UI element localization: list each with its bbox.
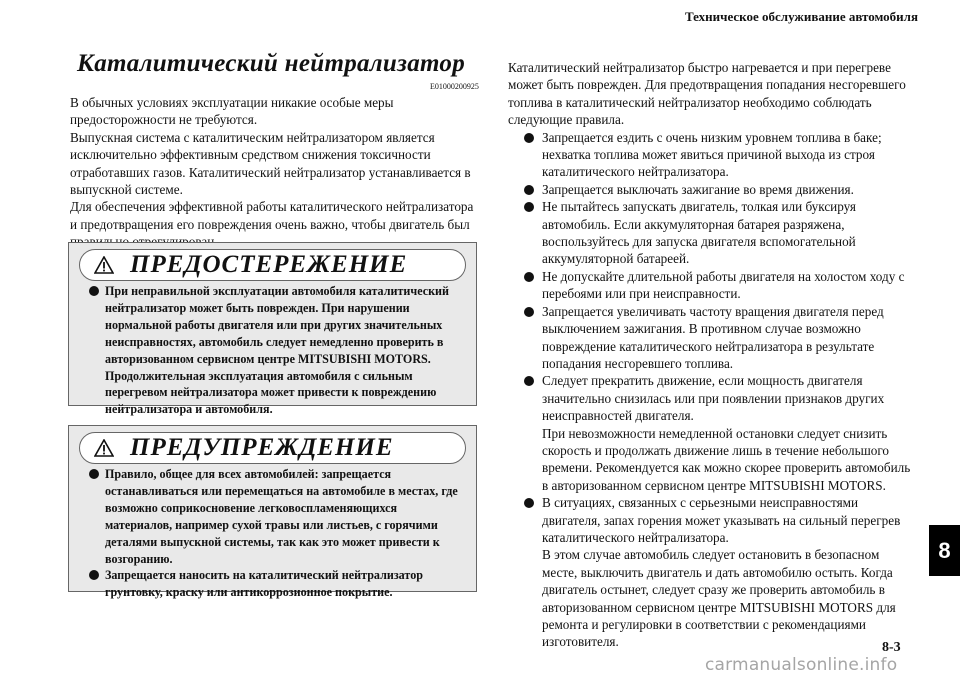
section-code: E01000200925 (430, 82, 479, 91)
caution-title: ПРЕДОСТЕРЕЖЕНИЕ (130, 251, 408, 278)
bullet-icon (524, 202, 534, 212)
bullet-icon (89, 286, 99, 296)
paragraph: Выпускная система с каталитическим нейтрализатором является исключительно эффективным средством снижения токсичности отработавших газов. Каталитический нейтрализатор устанавливается в выпускной системе. (70, 129, 471, 198)
rules-list (508, 129, 913, 651)
caution-body (89, 283, 464, 418)
bullet-icon (524, 185, 534, 195)
warning-title: ПРЕДУПРЕЖДЕНИЕ (130, 434, 394, 461)
rule-text: Не допускайте длительной работы двигателя на холостом ходу с перебоями или при неисправности. (542, 268, 905, 302)
rule-extra-text: В этом случае автомобиль следует остановить в безопасном месте, выключить двигатель и дать автомобилю остыть. Когда двигатель остынет, следует сразу же проверить автомобиль в авторизованном сервисном центре MITSUBISHI MOTORS для ремонта и регулировки в соответствии с рекомендациями изготовителя. (542, 547, 896, 650)
rule-item (508, 198, 913, 268)
warning-triangle-icon (94, 439, 114, 457)
warning-item (89, 567, 464, 601)
warning-item (89, 466, 464, 567)
bullet-icon (524, 498, 534, 508)
warning-item-text: Правило, общее для всех автомобилей: запрещается останавливаться или перемещаться на автомобиле в местах, где возможно соприкосновение легковоспламеняющихся материалов, например сухой травы или листьев, с горячими деталями выпускной системы, так как это может привести к возгоранию. (105, 467, 458, 566)
watermark: carmanualsonline.info (705, 655, 898, 675)
rule-text: В ситуациях, связанных с серьезными неисправностями двигателя, запах горения может указывать на сильный перегрев каталитического нейтрализатора. (542, 495, 901, 545)
bullet-icon (524, 376, 534, 386)
bullet-icon (524, 307, 534, 317)
caution-item-text: При неправильной эксплуатации автомобиля каталитический нейтрализатор может быть поврежден. При нарушении нормальной работы двигателя или при других значительных неисправностях, автомобиль следует немедленно проверить в авторизованном сервисном центре MITSUBISHI MOTORS. Продолжительная эксплуатация автомобиля с сильным перегревом нейтрализатора может привести к повреждению нейтрализатора и автомобиля. (105, 284, 449, 417)
chapter-tab: 8 (929, 525, 960, 576)
rule-text: Запрещается выключать зажигание во время движения. (542, 181, 854, 197)
section-title: Каталитический нейтрализатор (76, 50, 466, 77)
warning-triangle-icon (94, 256, 114, 274)
rule-text: Следует прекратить движение, если мощность двигателя значительно снизилась или при появлении признаков других неисправностей двигателя. (542, 373, 885, 424)
paragraph: В обычных условиях эксплуатации никакие особые меры предосторожности не требуются. (70, 95, 394, 128)
left-intro-text (70, 94, 475, 251)
rule-item (508, 494, 913, 651)
paragraph: Для обеспечения эффективной работы каталитического нейтрализатора и предотвращения его повреждения очень важно, чтобы двигатель был (70, 199, 474, 232)
rule-extra-text: При невозможности немедленной остановки следует снизить скорость и продолжать движение лишь в течение небольшого времени. Рекомендуется как можно скорее проверить автомобиль в авторизованном сервисном центре MITSUBISHI MOTORS. (542, 425, 911, 493)
bullet-icon (524, 272, 534, 282)
running-header: Техническое обслуживание автомобиля (684, 9, 918, 24)
caution-box (68, 242, 477, 417)
rule-item (508, 303, 913, 373)
rule-text: Запрещается увеличивать частоту вращения двигателя перед выключением зажигания. В противном случае возможно повреждение каталитического нейтрализатора в результате попадания несгоревшего топлива. (542, 303, 884, 371)
rule-item (508, 129, 913, 181)
caution-item (89, 283, 464, 418)
warning-box (68, 425, 477, 600)
rule-item (508, 372, 913, 494)
bullet-icon (89, 469, 99, 479)
caution-header (79, 249, 466, 281)
page-number: 8-3 (882, 640, 901, 655)
rule-item (508, 268, 913, 303)
warning-body (89, 466, 464, 601)
warning-header (79, 432, 466, 464)
rule-text: Не пытайтесь запускать двигатель, толкая или буксируя автомобиль. Если аккумуляторная батарея разряжена, воспользуйтесь для запуска двигателя вспомогательной аккумуляторной батареей. (542, 199, 856, 267)
bullet-icon (89, 570, 99, 580)
rule-text: Запрещается ездить с очень низким уровнем топлива в баке; нехватка топлива может явиться причиной выхода из строя каталитического нейтрализатора. (542, 129, 882, 180)
rule-item (508, 181, 913, 198)
right-column-text (508, 59, 913, 651)
bullet-icon (524, 133, 534, 143)
warning-item-text: Запрещается наносить на каталитический нейтрализатор грунтовку, краску или антикоррозионное покрытие. (105, 568, 423, 600)
right-intro: Каталитический нейтрализатор быстро нагревается и при перегреве может быть поврежден. Для предотвращения попадания несгоревшего топлива в каталитический нейтрализатор необходимо соблюдать следующие правила. (508, 60, 906, 128)
